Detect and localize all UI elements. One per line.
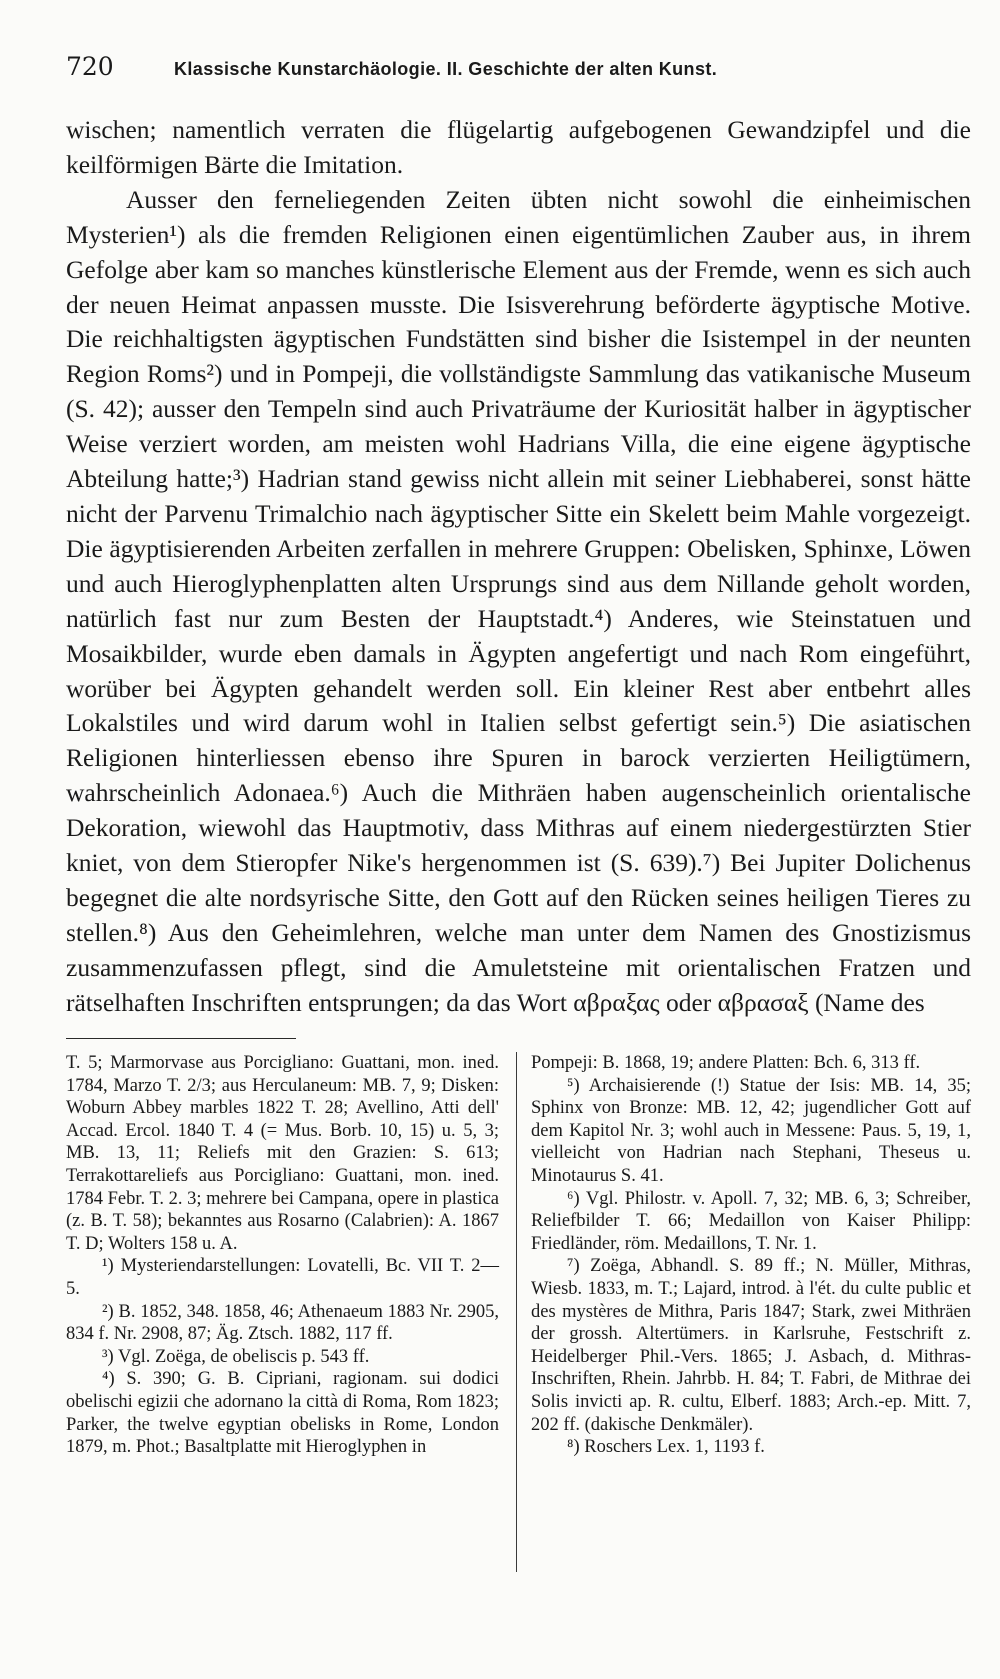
paragraph-continuation: wischen; namentlich verraten die flügelartig aufgebogenen Gewandzipfel und die keilförmigen Bärte die Imitation. — [66, 115, 971, 179]
footnote-rule — [66, 1038, 296, 1039]
footnote-2: ²) B. 1852, 348. 1858, 46; Athenaeum 1883 Nr. 2905, 834 f. Nr. 2908, 87; Äg. Ztsch. 1882, 117 ff. — [66, 1301, 499, 1345]
footnote-column-divider — [516, 1052, 517, 1572]
paragraph-mysteries: Ausser den ferneliegenden Zeiten übten nicht sowohl die einheimischen Mysterien¹) als die fremden Religionen einen eigentümlichen Zauber aus, in ihrem Gefolge aber kam so manches künstlerische Element aus der Fremde, wenn es sich auch der neuen Heimat anpassen musste. Die Isisverehrung beförderte ägyptische Motive. Die reichhaltigsten ägyptischen Fundstätten sind bisher die Isistempel in der neunten Region Roms²) und in Pompeji, die vollständigste Sammlung das vatikanische Museum (S. 42); ausser den Tempeln sind auch Privaträume der Kuriosität halber in ägyptischer Weise verziert worden, am meisten wohl Hadrians Villa, die eine eigene ägyptische Abteilung hatte;³) Hadrian stand gewiss nicht allein mit seiner Liebhaberei, sonst hätte nicht der Parvenu Trimalchio nach ägyptischer Sitte ein Skelett beim Mahle vorgezeigt. Die ägyptisierenden Arbeiten zerfallen in mehrere Gruppen: Obelisken, Sphinxe, Löwen und auch Hieroglyphenplatten alten Ursprungs sind aus dem Nillande geholt worden, natürlich fast nur zum Besten der Hauptstadt.⁴) Anderes, wie Steinstatuen und Mosaikbilder, wurde eben damals in Ägypten angefertigt und nach Rom eingeführt, worüber bei Ägypten gehandelt werden soll. Ein kleiner Rest aber entbehrt alles Lokalstiles und wird darum wohl in Italien selbst gefertigt sein.⁵) Die asiatischen Religionen hinterliessen ebenso ihre Spuren in barock verzierten Heiligtümern, wahrscheinlich Adonaea.⁶) Auch die Mithräen haben augenscheinlich orientalische Dekoration, wiewohl das Hauptmotiv, dass Mithras auf einem niedergestürzten Stier kniet, von dem Stieropfer Nike's hergenommen ist (S. 639).⁷) Bei Jupiter Dolichenus begegnet die alte nordsyrische Sitte, den Gott auf den Rücken seines heiligen Tieres zu stellen.⁸) Aus den Geheimlehren, welche man unter dem Namen des Gnostizismus zusammenzufassen pflegt, sind die Amuletsteine mit orientalischen Fratzen und rätselhaften Inschriften entsprungen; da das Wort αβραξας oder αβρασαξ (Name des — [66, 184, 971, 1017]
footnote-4: ⁴) S. 390; G. B. Cipriani, ragionam. sui dodici obelischi egizii che adornano la città di Roma, Rom 1823; Parker, the twelve egyptian obelisks in Rome, London 1879, m. Phot.; Basaltplatte mit Hieroglyphen in — [66, 1369, 499, 1458]
footnote-1: ¹) Mysteriendarstellungen: Lovatelli, Bc. VII T. 2—5. — [66, 1256, 499, 1299]
footnote-8: ⁸) Roschers Lex. 1, 1193 f. — [567, 1437, 765, 1458]
footnote-3: ³) Vgl. Zoëga, de obeliscis p. 543 ff. — [102, 1346, 370, 1367]
footnote-continuation: T. 5; Marmorvase aus Porcigliano: Guattani, mon. ined. 1784, Marzo T. 2/3; aus Herculaneum: MB. 7, 9; Disken: Woburn Abbey marbles 1822 T. 28; Avellino, Atti dell' Accad. Ercol. 1840 T. 4 (= Mus. Borb. 10, 15) u. 5, 3; MB. 13, 11; Reliefs mit den Grazien: S. 613; Terrakottareliefs aus Porcigliano: Guattani, mon. ined. 1784 Febr. T. 2. 3; mehrere bei Campana, opere in plastica (z. B. T. 58); bekanntes aus Rosarno (Calabrien): A. 1867 T. D; Wolters 158 u. A. — [66, 1053, 499, 1254]
footnotes-right-column — [531, 1052, 971, 1459]
footnote-7: ⁷) Zoëga, Abhandl. S. 89 ff.; N. Müller, Mithras, Wiesb. 1833, m. T.; Lajard, introd. à l'ét. du culte public et des mystères de Mithra, Paris 1847; Stark, zwei Mithräen der grossh. Altertümers. in Karlsruhe, Festschrift z. Heidelberger Phil.-Vers. 1865; J. Asbach, d. Mithras-Inschriften, Rhein. Jahrbb. H. 84; T. Fabri, de Mithrae dei Solis invicti ap. R. cultu, Elberf. 1883; Arch.-ep. Mitt. 7, 202 ff. (dakische Denkmäler). — [531, 1256, 971, 1435]
footnote-6: ⁶) Vgl. Philostr. v. Apoll. 7, 32; MB. 6, 3; Schreiber, Reliefbilder T. 66; Medaillon von Kaiser Philipp: Friedländer, röm. Medaillons, T. Nr. 1. — [531, 1188, 971, 1254]
page-header — [66, 52, 946, 92]
footnote-4-continuation: Pompeji: B. 1868, 19; andere Platten: Bch. 6, 313 ff. — [531, 1053, 921, 1073]
page-number: 720 — [66, 52, 114, 81]
footnote-5: ⁵) Archaisierende (!) Statue der Isis: MB. 14, 35; Sphinx von Bronze: MB. 12, 42; jugendlicher Gott auf dem Kapitol Nr. 3; wohl auch in Messene: Paus. 5, 19, 1, vielleicht von Hadrian nach Stephani, Theseus u. Minotaurus S. 41. — [531, 1075, 971, 1186]
footnotes-left-column — [66, 1052, 499, 1459]
running-title: Klassische Kunstarchäologie. II. Geschichte der alten Kunst. — [174, 59, 718, 79]
main-text — [66, 113, 971, 1021]
